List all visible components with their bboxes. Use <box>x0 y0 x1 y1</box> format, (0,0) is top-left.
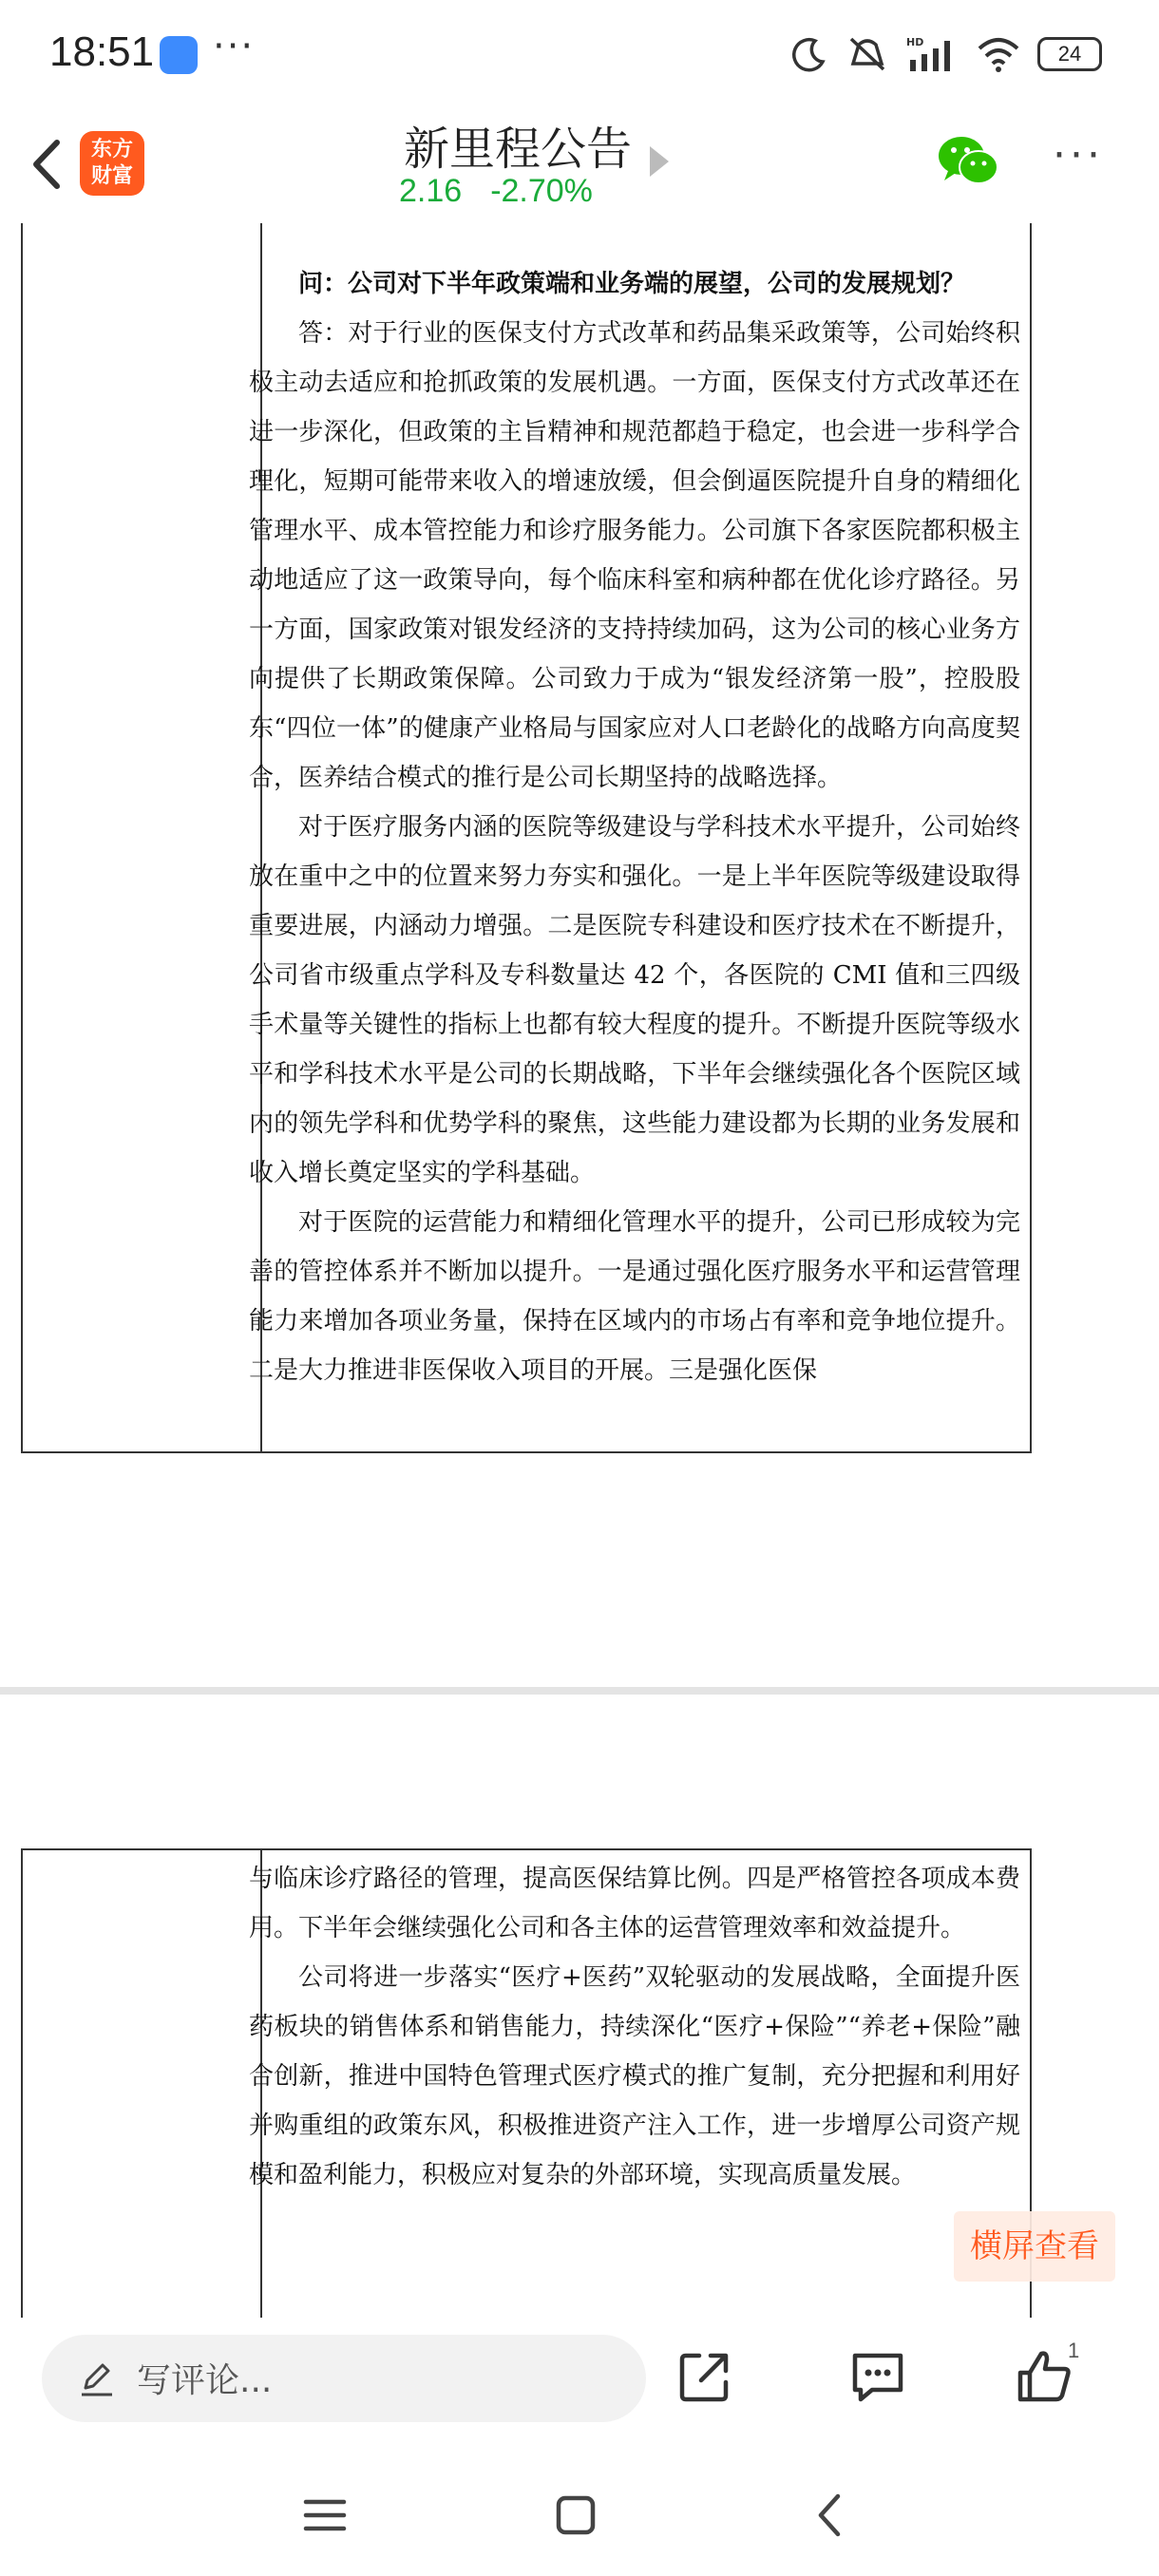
eastmoney-logo[interactable] <box>80 131 144 196</box>
svg-text:HD: HD <box>906 36 924 48</box>
status-bar <box>0 0 1159 104</box>
landscape-view-button[interactable]: 横屏查看 <box>954 2211 1115 2282</box>
document-text-2 <box>249 1854 1020 2200</box>
more-options-button[interactable]: ··· <box>1053 131 1104 180</box>
system-nav-bar <box>0 2441 1159 2576</box>
like-icon[interactable] <box>1015 2346 1075 2407</box>
moon-icon <box>790 35 828 73</box>
table-left-column <box>23 223 262 1451</box>
battery-icon: 24 <box>1037 37 1102 71</box>
logo-line1: 东方 <box>90 138 133 161</box>
home-icon[interactable] <box>547 2487 604 2544</box>
answer-paragraph: 答：对于行业的医保支付方式改革和药品集采政策等，公司始终积极主动去适应和抢抓政策的发展机遇。一方面，医保支付方式改革还在进一步深化，但政策的主旨精神和规范都趋于稳定，也会进一步科学合理化，短期可能带来收入的增速放缓，但会倒逼医院提升自身的精细化管理水平、成本管控能力和诊疗服务能力。公司旗下各家医院都积极主动地适应了这一政策导向，每个临床科室和病种都在优化诊疗路径。另一方面，国家政策对银发经济的支持持续加码，这为公司的核心业务方向提供了长期政策保障。公司致力于成为“银发经济第一股”，控股股东“四位一体”的健康产业格局与国家应对人口老龄化的战略方向高度契合，医养结合模式的推行是公司长期坚持的战略选择。 <box>249 319 1020 792</box>
notification-app-icon <box>160 36 198 74</box>
body-paragraph: 对于医疗服务内涵的医院等级建设与学科技术水平提升，公司始终放在重中之中的位置来努力夯实和强化。一是上半年医院等级建设取得重要进展，内涵动力增强。二是医院专科建设和医疗技术在不断提升，公司省市级重点学科及专科数量达 42 个，各医院的 CMI 值和三四级手术量等关键性的指标上也都有较大程度的提升。不断提升医院等级水平和学科技术水平是公司的长期战略，下半年会继续强化各个医院区域内的领先学科和优势学科的聚焦，这些能力建设都为长期的业务发展和收入增长奠定坚实的学科基础。 <box>249 813 1020 1187</box>
stock-quote[interactable] <box>399 173 593 210</box>
document-page-1 <box>0 223 1159 1695</box>
app-header <box>0 104 1159 223</box>
body-paragraph: 与临床诊疗路径的管理，提高医保结算比例。四是严格管控各项成本费用。下半年会继续强化公司和各主体的运营管理效率和效益提升。 <box>249 1865 1020 1942</box>
like-count: 1 <box>1068 2339 1080 2362</box>
comment-input[interactable] <box>42 2335 646 2422</box>
pen-icon <box>78 2359 116 2397</box>
wifi-icon <box>977 35 1020 73</box>
mute-icon <box>846 35 889 73</box>
page-title[interactable]: 新里程公告 <box>403 123 632 176</box>
body-paragraph: 公司将进一步落实“医疗+医药”双轮驱动的发展战略，全面提升医药板块的销售体系和销售能力，持续深化“医疗+保险”“养老+保险”融合创新，推进中国特色管理式医疗模式的推广复制，充分把握和利用好并购重组的政策东风，积极推进资产注入工作，进一步增厚公司资产规模和盈利能力，积极应对复杂的外部环境，实现高质量发展。 <box>249 1963 1020 2189</box>
bottom-action-bar <box>0 2318 1159 2441</box>
table-left-column <box>23 1850 262 2323</box>
wechat-share-icon[interactable] <box>937 133 999 188</box>
menu-icon[interactable] <box>296 2487 353 2544</box>
document-text-1 <box>249 259 1020 1395</box>
comments-icon[interactable] <box>847 2346 908 2407</box>
play-icon[interactable] <box>650 146 669 177</box>
back-nav-icon[interactable] <box>802 2487 859 2544</box>
stock-change: -2.70% <box>490 173 593 209</box>
status-more-notifications: ··· <box>213 25 256 68</box>
question-paragraph: 问：公司对下半年政策端和业务端的展望，公司的发展规划？ <box>298 270 966 298</box>
status-time: 18:51 <box>49 28 155 75</box>
share-icon[interactable] <box>674 2346 735 2407</box>
system-icons <box>790 30 1102 78</box>
page-separator <box>0 1687 1159 1695</box>
back-arrow-icon[interactable] <box>19 131 76 198</box>
comment-placeholder: 写评论... <box>137 2361 273 2400</box>
body-paragraph: 对于医院的运营能力和精细化管理水平的提升，公司已形成较为完善的管控体系并不断加以提升。一是通过强化医疗服务水平和运营管理能力来增加各项业务量，保持在区域内的市场占有率和竞争地位提升。二是大力推进非医保收入项目的开展。三是强化医保 <box>249 1208 1020 1385</box>
stock-price: 2.16 <box>399 173 463 209</box>
logo-line2: 财富 <box>90 164 133 188</box>
hd-signal-icon <box>906 35 960 73</box>
